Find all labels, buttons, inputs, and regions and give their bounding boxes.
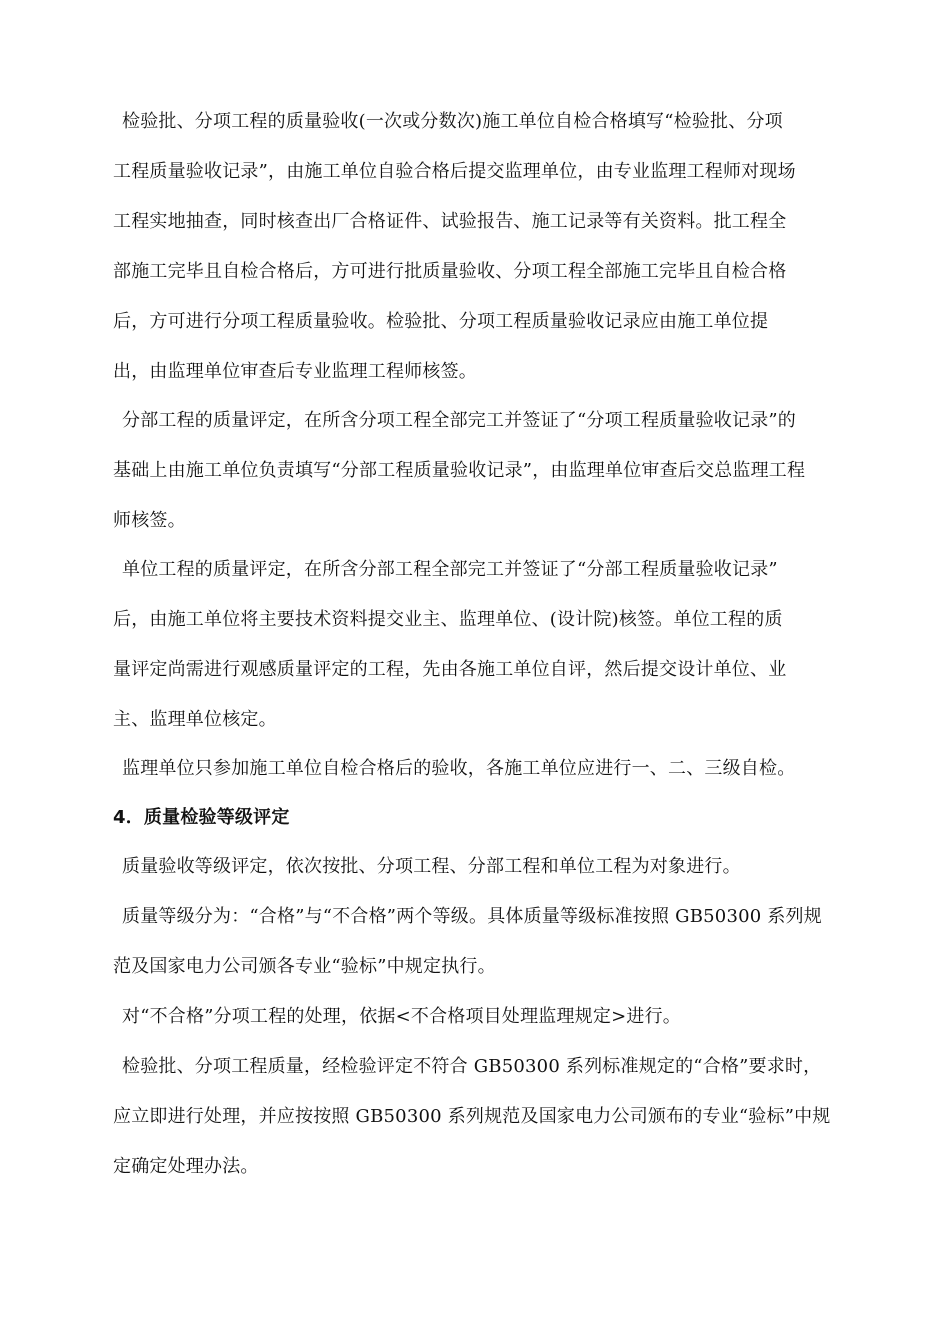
paragraph-line: 对“不合格”分项工程的处理，依据<不合格项目处理监理规定>进行。	[122, 1006, 681, 1027]
paragraph-line: 检验批、分项工程的质量验收(一次或分数次)施工单位自检合格填写“检验批、分项	[122, 111, 783, 132]
paragraph-line: 质量验收等级评定，依次按批、分项工程、分部工程和单位工程为对象进行。	[122, 856, 741, 877]
section-heading: 4．质量检验等级评定	[113, 807, 290, 828]
paragraph-line: 后，由施工单位将主要技术资料提交业主、监理单位、(设计院)核签。单位工程的质	[113, 609, 783, 630]
paragraph-line: 基础上由施工单位负责填写“分部工程质量验收记录”，由监理单位审查后交总监理工程	[113, 460, 806, 481]
paragraph-line: 师核签。	[113, 510, 186, 531]
paragraph-line: 定确定处理办法。	[113, 1156, 259, 1177]
paragraph-line: 监理单位只参加施工单位自检合格后的验收，各施工单位应进行一、二、三级自检。	[122, 758, 796, 779]
paragraph-line: 检验批、分项工程质量，经检验评定不符合 GB50300 系列标准规定的“合格”要求时，	[122, 1056, 822, 1077]
paragraph-line: 工程实地抽查，同时核查出厂合格证件、试验报告、施工记录等有关资料。批工程全	[113, 211, 787, 232]
paragraph-line: 单位工程的质量评定，在所含分部工程全部完工并签证了“分部工程质量验收记录”	[122, 559, 778, 580]
paragraph-line: 应立即进行处理，并应按按照 GB50300 系列规范及国家电力公司颁布的专业“验标”中规	[113, 1106, 831, 1127]
paragraph-line: 后，方可进行分项工程质量验收。检验批、分项工程质量验收记录应由施工单位提	[113, 311, 769, 332]
paragraph-line: 范及国家电力公司颁各专业“验标”中规定执行。	[113, 956, 496, 977]
paragraph-line: 工程质量验收记录”，由施工单位自验合格后提交监理单位，由专业监理工程师对现场	[113, 161, 796, 182]
paragraph-line: 质量等级分为：“合格”与“不合格”两个等级。具体质量等级标准按照 GB50300 系列规	[122, 906, 822, 927]
paragraph-line: 量评定尚需进行观感质量评定的工程，先由各施工单位自评，然后提交设计单位、业	[113, 659, 787, 680]
paragraph-line: 主、监理单位核定。	[113, 709, 277, 730]
paragraph-line: 出，由监理单位审查后专业监理工程师核签。	[113, 361, 477, 382]
paragraph-line: 分部工程的质量评定，在所含分项工程全部完工并签证了“分项工程质量验收记录”的	[122, 410, 797, 431]
paragraph-line: 部施工完毕且自检合格后，方可进行批质量验收、分项工程全部施工完毕且自检合格	[113, 261, 787, 282]
